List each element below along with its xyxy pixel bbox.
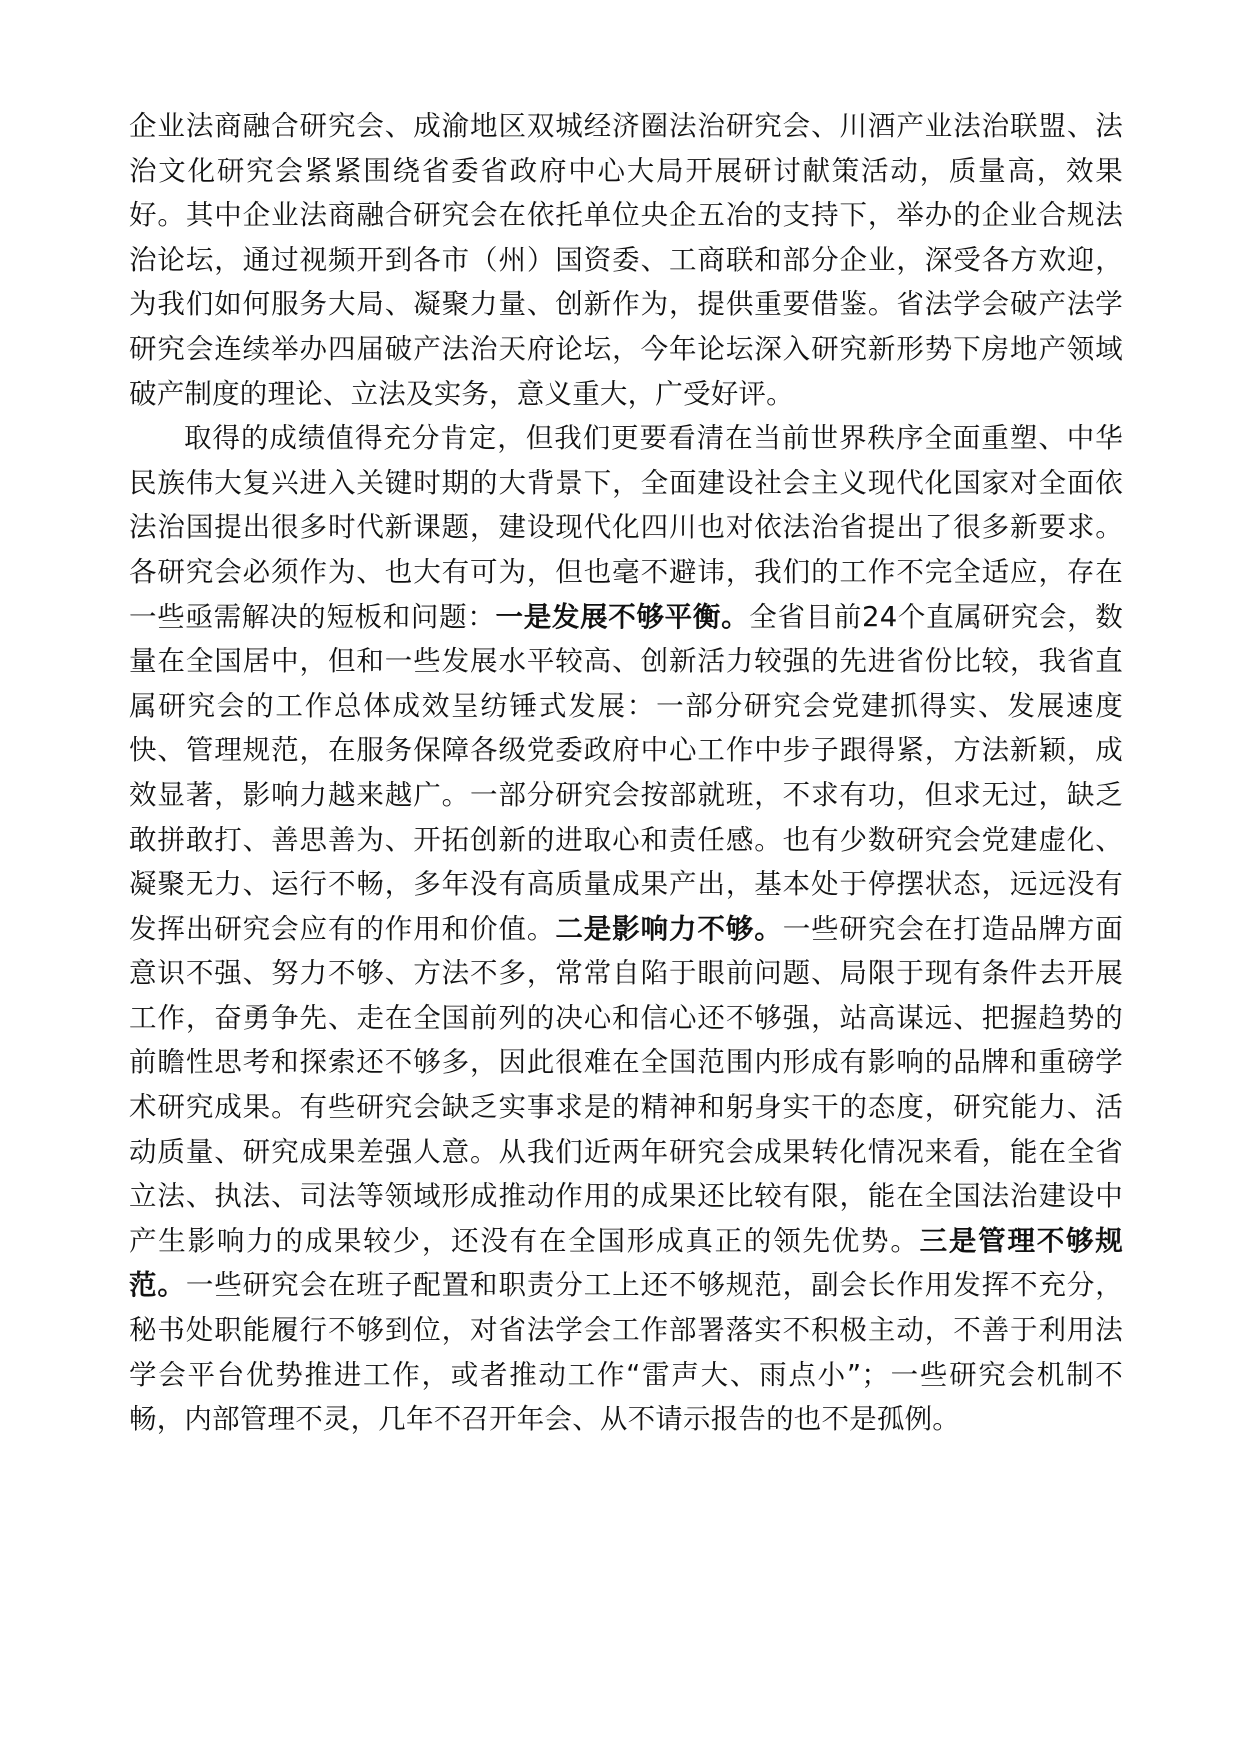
point-2-heading: 二是影响力不够。 <box>555 912 783 945</box>
point-3-body: 一些研究会在班子配置和职责分工上还不够规范，副会长作用发挥不充分，秘书处职能履行不够到位，对省法学会工作部署落实不积极主动，不善于利用法学会平台优势推进工作，或者推动工作“雷声大、雨点小”；一些研究会机制不畅，内部管理不灵，几年不召开年会、从不请示报告的也不是孤例。 <box>129 1269 1123 1436</box>
paragraph-2-text: 取得的成绩值得充分肯定，但我们更要看清在当前世界秩序全面重塑、中华民族伟大复兴进入关键时期的大背景下，全面建设社会主义现代化国家对全面依法治国提出很多时代新课题，建设现代化四川也对依法治省提出了很多新要求。各研究会必须作为、也大有可为，但也毫不避讳，我们的工作不完全适应，存在一些亟需解决的短板和问题： <box>129 422 1123 633</box>
paragraph-1 <box>129 104 1123 416</box>
point-2-body: 一些研究会在打造品牌方面意识不强、努力不够、方法不多，常常自陷于眼前问题、局限于现有条件去开展工作，奋勇争先、走在全国前列的决心和信心还不够强，站高谋远、把握趋势的前瞻性思考和探索还不够多，因此很难在全国范围内形成有影响的品牌和重磅学术研究成果。有些研究会缺乏实事求是的精神和躬身实干的态度，研究能力、活动质量、研究成果差强人意。从我们近两年研究会成果转化情况来看，能在全省立法、执法、司法等领域形成推动作用的成果还比较有限，能在全国法治建设中产生影响力的成果较少，还没有在全国形成真正的领先优势。 <box>129 912 1124 1257</box>
point-1-body: 全省目前24个直属研究会，数量在全国居中，但和一些发展水平较高、创新活力较强的先进省份比较，我省直属研究会的工作总体成效呈纺锤式发展：一部分研究会党建抓得实、发展速度快、管理规范，在服务保障各级党委政府中心工作中步子跟得紧，方法新颖，成效显著，影响力越来越广。一部分研究会按部就班，不求有功，但求无过，缺乏敢拼敢打、善思善为、开拓创新的进取心和责任感。也有少数研究会党建虚化、凝聚无力、运行不畅，多年没有高质量成果产出，基本处于停摆状态，远远没有发挥出研究会应有的作用和价值。 <box>129 600 1123 945</box>
document-page <box>129 104 1123 1442</box>
point-3-heading: 三是管理不够规范。 <box>129 1224 1123 1302</box>
point-1-heading: 一是发展不够平衡。 <box>495 600 750 633</box>
paragraph-1-text: 企业法商融合研究会、成渝地区双城经济圈法治研究会、川酒产业法治联盟、法治文化研究会紧紧围绕省委省政府中心大局开展研讨献策活动，质量高，效果好。其中企业法商融合研究会在依托单位央企五冶的支持下，举办的企业合规法治论坛，通过视频开到各市（州）国资委、工商联和部分企业，深受各方欢迎，为我们如何服务大局、凝聚力量、创新作为，提供重要借鉴。省法学会破产法学研究会连续举办四届破产法治天府论坛，今年论坛深入研究新形势下房地产领域破产制度的理论、立法及实务，意义重大，广受好评。 <box>129 110 1123 410</box>
paragraph-2 <box>129 416 1123 1442</box>
